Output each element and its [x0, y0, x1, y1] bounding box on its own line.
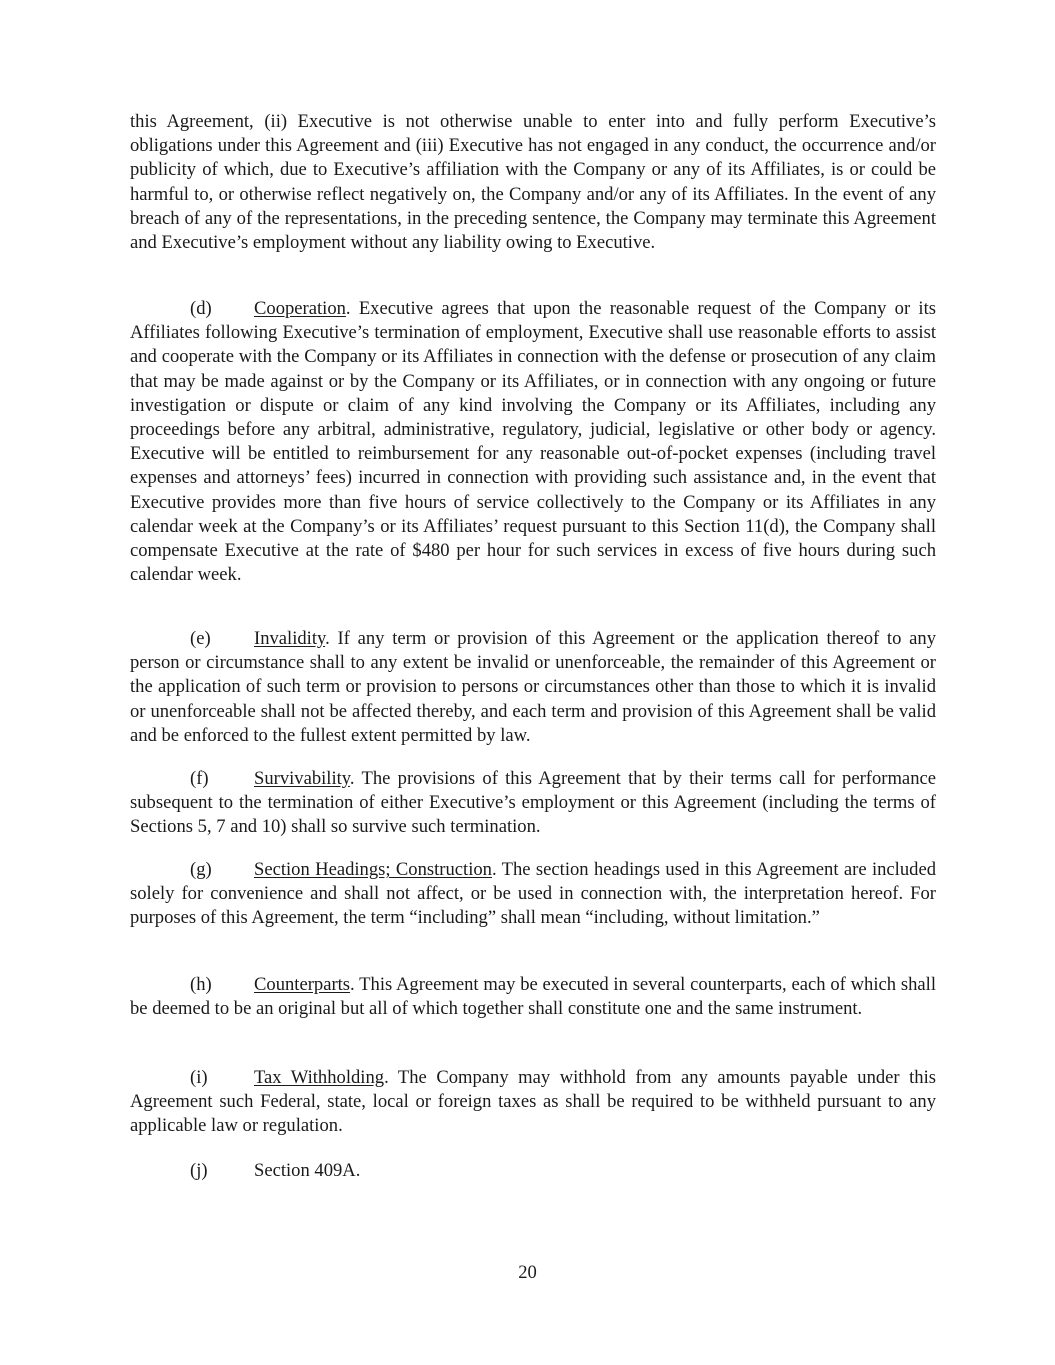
section-j-409a — [130, 1159, 936, 1183]
section-body: . The provisions of this Agreement that by their terms call for performance subsequent to the termination of either Executive’s employment or this Agreement (including the terms of Sections 5, 7 and 10) shall so survive such termination. — [130, 768, 936, 838]
section-body: . The section headings used in this Agreement are included solely for convenience and shall not affect, or be used in connection with, the interpretation hereof. For purposes of this Agreement, the term “including” shall mean “including, without limitation.” — [130, 859, 936, 929]
section-body: . This Agreement may be executed in several counterparts, each of which shall be deemed to be an original but all of which together shall constitute one and the same instrument. — [130, 974, 936, 1020]
section-heading: Invalidity — [254, 628, 326, 649]
section-i-tax-withholding — [130, 1066, 936, 1139]
section-d-cooperation — [130, 297, 936, 587]
intro-paragraph: this Agreement, (ii) Executive is not otherwise unable to enter into and fully perform Executive’s obligations under this Agreement and (iii) Executive has not engaged in any conduct, the occurrence and/or publicity of which, due to Executive’s affiliation with the Company or any of its Affiliates, is or could be harmful to, or otherwise reflect negatively on, the Company and/or any of its Affiliates. In the event of any breach of any of the representations, in the preceding sentence, the Company may terminate this Agreement and Executive’s employment without any liability owing to Executive. — [130, 111, 936, 254]
section-heading: Section Headings; Construction — [254, 859, 492, 880]
section-body: . If any term or provision of this Agreement or the application thereof to any person or circumstance shall to any extent be invalid or unenforceable, the remainder of this Agreement or the application of such term or provision to persons or circumstances other than those to which it is invalid or unenforceable shall not be affected thereby, and each term and provision of this Agreement shall be valid and be enforced to the fullest extent permitted by law. — [130, 628, 936, 746]
section-heading: Counterparts — [254, 974, 351, 995]
section-label: (e) — [190, 628, 211, 649]
section-h-counterparts — [130, 973, 936, 1021]
section-label: (i) — [190, 1067, 208, 1088]
section-heading-plain: Section 409A. — [254, 1160, 361, 1181]
section-label: (j) — [190, 1160, 208, 1181]
section-g-headings-construction — [130, 858, 936, 931]
section-body: . Executive agrees that upon the reasonable request of the Company or its Affiliates following Executive’s termination of employment, Executive shall use reasonable efforts to assist and cooperate with the Company or its Affiliates in connection with the defense or prosecution of any claim that may be made against or by the Company or its Affiliates, or in connection with any ongoing or future investigation or dispute or claim of any kind involving the Company or its Affiliates, including any proceedings before any arbitral, administrative, regulatory, judicial, legislative or other body or agency. Executive will be entitled to reimbursement for any reasonable out-of-pocket expenses (including travel expenses and attorneys’ fees) incurred in connection with providing such assistance and, in the event that Executive provides more than five hours of service collectively to the Company or its Affiliates in any calendar week at the Company’s or its Affiliates’ request pursuant to this Section 11(d), the Company shall compensate Executive at the rate of $480 per hour for such services in excess of five hours during such calendar week. — [130, 298, 936, 586]
section-label: (h) — [190, 974, 212, 995]
page-number: 20 — [518, 1262, 537, 1283]
section-label: (g) — [190, 859, 212, 880]
section-label: (d) — [190, 298, 212, 319]
section-e-invalidity — [130, 627, 936, 748]
section-body: . The Company may withhold from any amounts payable under this Agreement such Federal, state, local or foreign taxes as shall be required to be withheld pursuant to any applicable law or regulation. — [130, 1067, 937, 1137]
section-heading: Cooperation — [254, 298, 346, 319]
section-label: (f) — [190, 768, 209, 789]
section-heading: Survivability — [254, 768, 350, 789]
section-f-survivability — [130, 767, 936, 840]
section-heading: Tax Withholding — [254, 1067, 385, 1088]
